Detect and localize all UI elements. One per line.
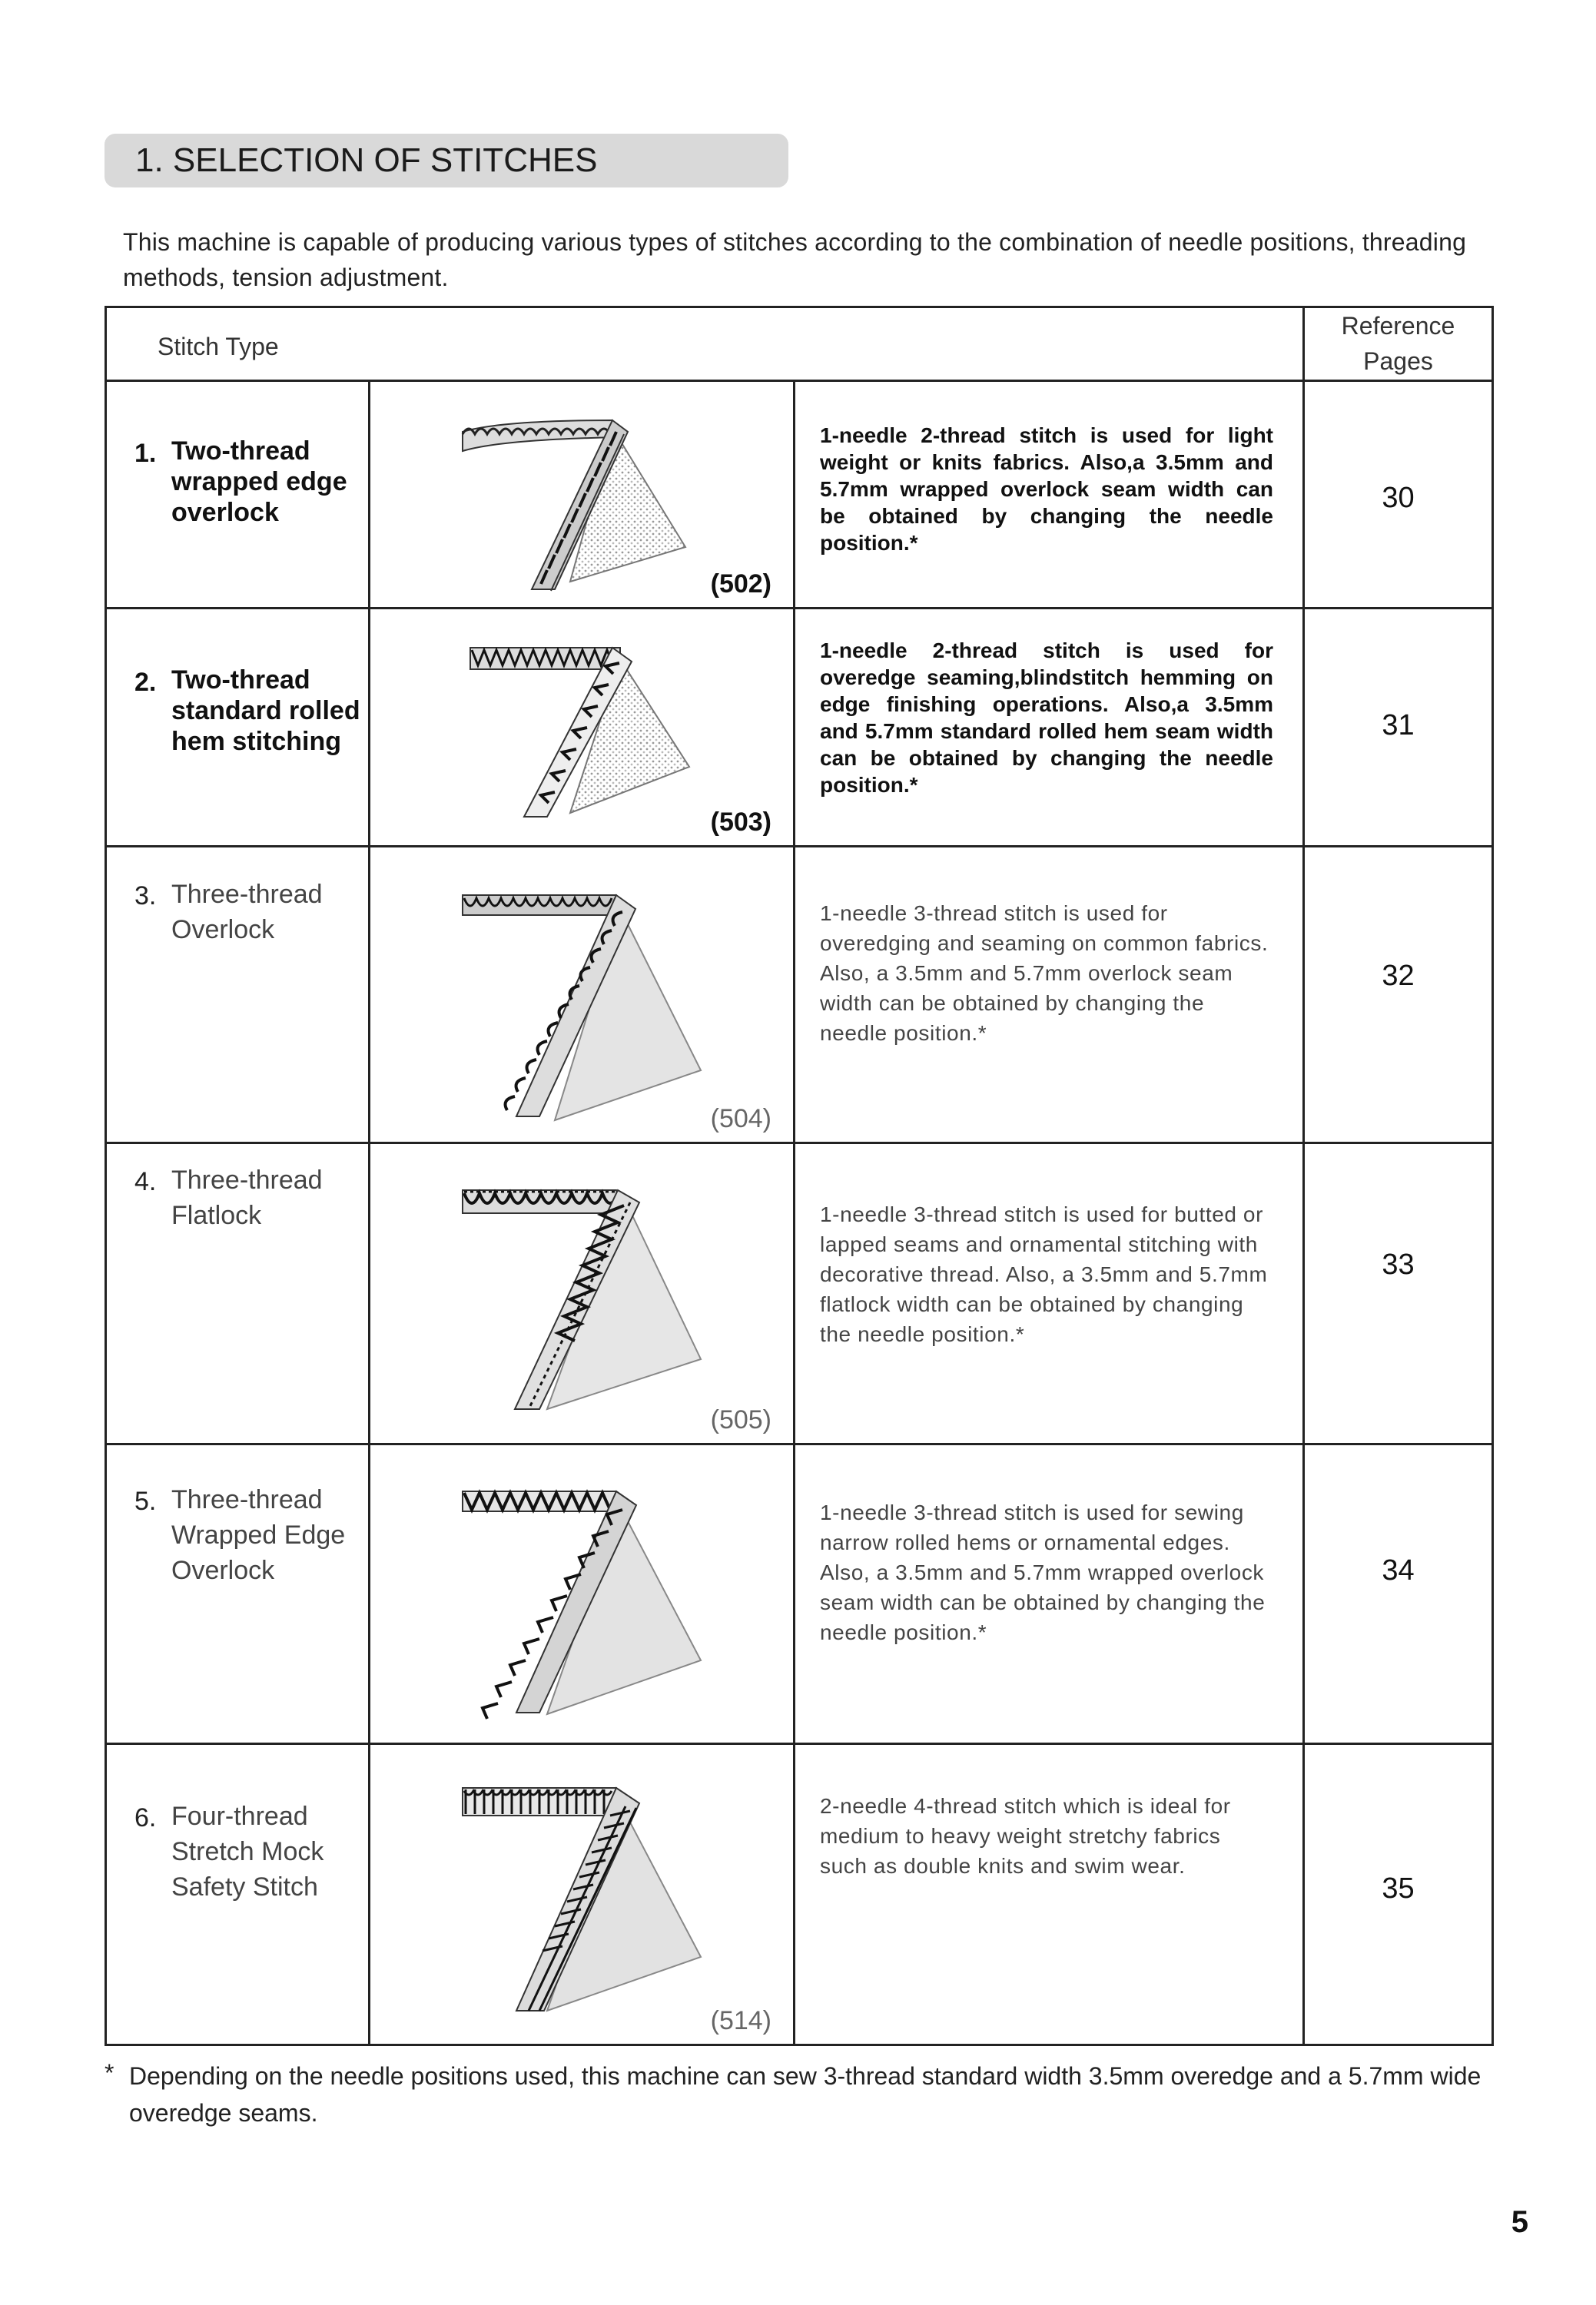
stitch-name-cell — [106, 1143, 370, 1444]
reference-page-number: 33 — [1382, 1249, 1415, 1281]
reference-page-cell — [1304, 1444, 1493, 1744]
stitch-description-cell — [795, 1744, 1304, 2045]
stitch-description: 1-needle 2-thread stitch is used for light weight or knits fabrics. Also,a 3.5mm and 5.7mm wrapped overlock seam width can be obtained by changing the needle position.* — [820, 423, 1273, 555]
reference-page-cell — [1304, 1744, 1493, 2045]
stitch-illustration-cell — [370, 847, 795, 1143]
stitch-name: Four-thread Stretch Mock Safety Stitch — [171, 1802, 324, 1902]
table-row — [106, 847, 1493, 1143]
stitch-code: (502) — [710, 569, 771, 599]
page-number: 5 — [1511, 2205, 1528, 2239]
reference-page-number: 32 — [1382, 960, 1415, 992]
stitch-name-cell — [106, 1444, 370, 1744]
stitch-illustration-cell — [370, 1444, 795, 1744]
stitch-name: Three-thread Flatlock — [171, 1166, 323, 1230]
stitch-number: 2. — [134, 668, 157, 697]
stitch-502-illustration — [455, 397, 701, 597]
table-row — [106, 1744, 1493, 2045]
stitch-name-cell — [106, 847, 370, 1143]
section-header — [105, 134, 788, 187]
table-row — [106, 381, 1493, 609]
stitch-code: (514) — [710, 2006, 771, 2035]
stitch-name-cell — [106, 1744, 370, 2045]
footnote-text: Depending on the needle positions used, this machine can sew 3-thread standard width 3.5mm overedge and a 5.7mm wide overedge seams. — [129, 2062, 1482, 2127]
table-header-row — [106, 307, 1493, 381]
stitch-description-cell — [795, 1143, 1304, 1444]
stitch-description: 1-needle 2-thread stitch is used for overedge seaming,blindstitch hemming on edge finishing operations. Also,a 3.5mm and 5.7mm standard rolled hem seam width can be obtained by changing the needle position.* — [820, 638, 1273, 797]
stitch-description: 1-needle 3-thread stitch is used for sewing narrow rolled hems or ornamental edges. Also, a 3.5mm and 5.7mm wrapped overlock seam width can be obtained by changing the needle position.* — [820, 1501, 1266, 1644]
header-stitch-type — [106, 307, 1304, 381]
stitch-number: 1. — [134, 439, 157, 468]
footnote — [105, 2058, 1495, 2131]
intro-paragraph: This machine is capable of producing various types of stitches according to the combination of needle positions, threading methods, tension adjustment. — [123, 228, 1467, 291]
stitch-illustration-cell — [370, 1744, 795, 2045]
stitch-name-cell — [106, 609, 370, 847]
stitch-illustration-cell — [370, 609, 795, 847]
stitch-description: 2-needle 4-thread stitch which is ideal for medium to heavy weight stretchy fabrics such as double knits and swim wear. — [820, 1794, 1231, 1878]
reference-page-number: 35 — [1382, 1872, 1415, 1905]
header-reference-pages: Reference Pages — [1304, 307, 1493, 381]
footnote-marker: * — [105, 2059, 114, 2087]
stitch-selection-table — [105, 306, 1494, 2046]
table-row — [106, 609, 1493, 847]
stitch-illustration-cell — [370, 1143, 795, 1444]
stitch-505-flatlock-illustration — [455, 1167, 708, 1413]
stitch-description: 1-needle 3-thread stitch is used for overedging and seaming on common fabrics. Also, a 3.5mm and 5.7mm overlock seam width can be obtained by changing the needle position.* — [820, 901, 1269, 1045]
stitch-description-cell — [795, 609, 1304, 847]
table-row — [106, 1444, 1493, 1744]
section-title: 1. SELECTION OF STITCHES — [135, 141, 598, 179]
stitch-illustration-cell — [370, 381, 795, 609]
stitch-number: 4. — [134, 1167, 157, 1196]
stitch-503-illustration — [455, 625, 701, 824]
stitch-description-cell — [795, 847, 1304, 1143]
stitch-number: 5. — [134, 1487, 157, 1516]
stitch-name-cell — [106, 381, 370, 609]
stitch-504-illustration — [455, 878, 708, 1124]
stitch-description-cell — [795, 381, 1304, 609]
stitch-505-wrapped-illustration — [455, 1476, 708, 1722]
stitch-description: 1-needle 3-thread stitch is used for butted or lapped seams and ornamental stitching with decorative thread. Also, a 3.5mm and 5.7mm flatlock width can be obtained by changing the needle position.* — [820, 1202, 1268, 1346]
reference-page-number: 34 — [1382, 1554, 1415, 1587]
stitch-code: (505) — [710, 1405, 771, 1434]
stitch-description-cell — [795, 1444, 1304, 1744]
stitch-name: Three-thread Wrapped Edge Overlock — [171, 1485, 346, 1585]
stitch-code: (503) — [710, 808, 771, 837]
reference-page-cell — [1304, 847, 1493, 1143]
reference-page-number: 30 — [1382, 482, 1415, 514]
reference-page-cell — [1304, 381, 1493, 609]
table-row — [106, 1143, 1493, 1444]
reference-page-cell — [1304, 609, 1493, 847]
stitch-number: 3. — [134, 881, 157, 910]
stitch-name: Two-thread standard rolled hem stitching — [171, 665, 360, 756]
reference-page-cell — [1304, 1143, 1493, 1444]
stitch-name: Two-thread wrapped edge overlock — [171, 436, 347, 527]
reference-page-number: 31 — [1382, 709, 1415, 741]
stitch-number: 6. — [134, 1803, 157, 1832]
stitch-name: Three-thread Overlock — [171, 880, 323, 944]
header-stitch-type-label: Stitch Type — [158, 333, 279, 360]
stitch-code: (504) — [710, 1104, 771, 1133]
stitch-514-illustration — [455, 1773, 708, 2018]
